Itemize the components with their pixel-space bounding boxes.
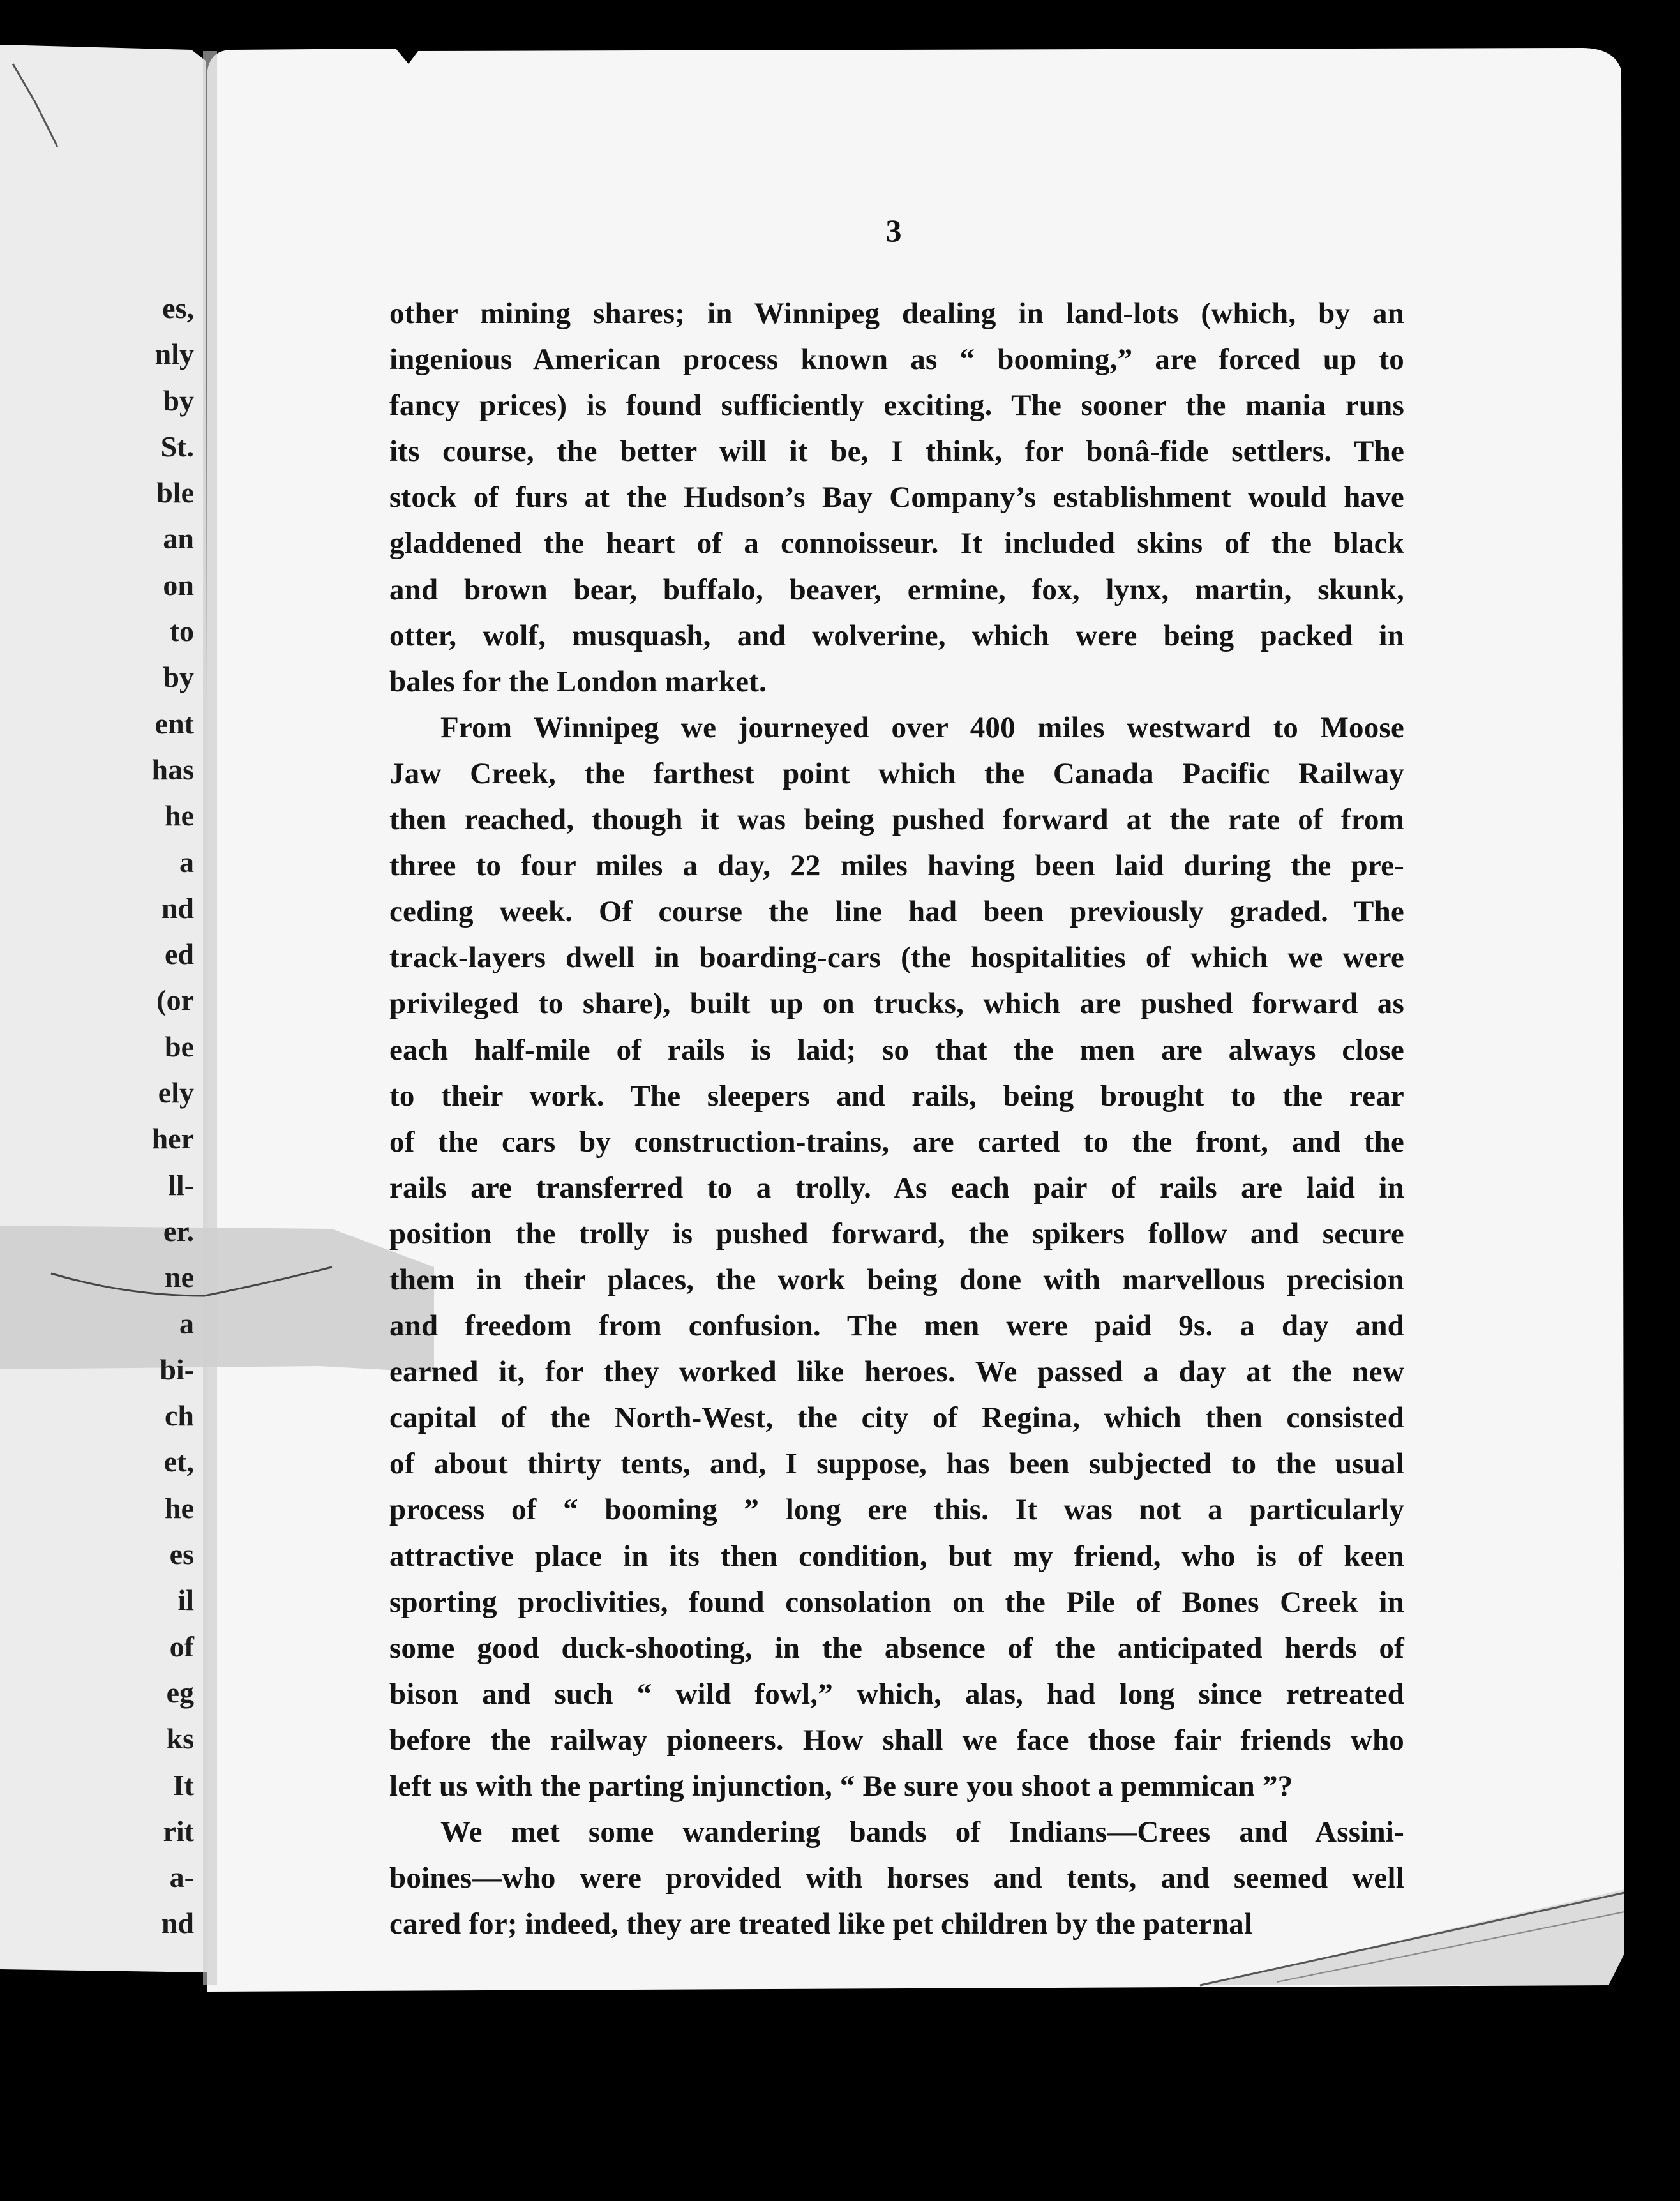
left-page-fragment: her (151, 1122, 194, 1155)
left-page-fragment: St. (160, 430, 194, 463)
text-line: earned it, for they worked like heroes. We passed a day at the new (389, 1355, 1404, 1389)
text-line: then reached, though it was being pushed forward at the rate of from (389, 803, 1404, 837)
text-line: and freedom from confusion. The men were paid 9s. a day and (389, 1309, 1404, 1343)
left-page-fragment: er. (163, 1214, 194, 1247)
left-page-fragment: il (177, 1584, 194, 1617)
left-page-fragment: be (165, 1030, 194, 1063)
left-page-fragment: It (172, 1768, 194, 1801)
left-page-fragment: ll- (168, 1168, 194, 1201)
text-line: sporting proclivities, found consolation on the Pile of Bones Creek in (389, 1585, 1404, 1619)
left-page-fragment: has (151, 753, 194, 786)
left-page-fragment: eg (166, 1676, 194, 1709)
left-page-fragment: a (179, 845, 194, 878)
left-page-fragment: es, (162, 292, 194, 324)
left-page-fragment: ne (165, 1261, 194, 1294)
text-line: and brown bear, buffalo, beaver, ermine, fox, lynx, martin, skunk, (389, 573, 1404, 606)
left-page-fragment: ely (158, 1076, 194, 1109)
left-page-fragment: ch (165, 1399, 194, 1432)
text-line: ingenious American process known as “ booming,” are forced up to (389, 343, 1404, 377)
left-page-fragment: he (165, 799, 194, 832)
text-line: them in their places, the work being done with marvellous precision (389, 1263, 1404, 1296)
left-page-fragment: of (169, 1630, 194, 1663)
text-line: track-layers dwell in boarding-cars (the hospitalities of which we were (389, 941, 1404, 975)
text-line: each half-mile of rails is laid; so that the men are always close (389, 1033, 1404, 1067)
text-line: left us with the parting injunction, “ Be sure you shoot a pemmican ”? (389, 1769, 1293, 1803)
left-page-fragment: (or (156, 984, 194, 1017)
left-page-fragment: by (163, 384, 194, 417)
left-page-fragment: ble (156, 476, 194, 509)
left-page-fragment: he (165, 1491, 194, 1524)
text-line: some good duck-shooting, in the absence of the anticipated herds of (389, 1631, 1404, 1665)
text-line: its course, the better will it be, I think, for bonâ-fide settlers. The (389, 435, 1404, 469)
left-page-fragment: et, (163, 1445, 194, 1478)
left-page-fragment: on (163, 568, 194, 601)
text-line: three to four miles a day, 22 miles having been laid during the pre- (389, 849, 1404, 883)
left-page-fragment: by (163, 661, 194, 694)
text-line: position the trolly is pushed forward, the spikers follow and secure (389, 1217, 1404, 1251)
left-page-fragment: ks (166, 1722, 194, 1755)
left-page-fragment: ed (165, 938, 194, 971)
text-line: otter, wolf, musquash, and wolverine, which were being packed in (389, 619, 1404, 652)
text-line: rails are transferred to a trolly. As each pair of rails are laid in (389, 1171, 1404, 1205)
left-page-fragment: a (179, 1307, 194, 1340)
left-page-fragment: an (163, 522, 194, 555)
text-line: fancy prices) is found sufficiently exciting. The sooner the mania runs (389, 389, 1404, 423)
text-line: bison and such “ wild fowl,” which, alas, had long since retreated (389, 1677, 1404, 1711)
text-line: capital of the North-West, the city of Regina, which then consisted (389, 1401, 1404, 1435)
paragraph (389, 290, 1404, 705)
text-line: process of “ booming ” long ere this. It was not a particularly (389, 1493, 1404, 1527)
text-line: to their work. The sleepers and rails, being brought to the rear (389, 1079, 1404, 1113)
text-line: before the railway pioneers. How shall we face those fair friends who (389, 1723, 1404, 1757)
text-line: We met some wandering bands of Indians—Crees and Assini- (440, 1815, 1404, 1849)
paragraph (389, 1809, 1404, 1947)
text-line: of the cars by construction-trains, are carted to the front, and the (389, 1125, 1404, 1159)
left-page-fragment: nd (161, 1907, 194, 1940)
left-page-fragment: bi- (160, 1353, 194, 1386)
text-line: privileged to share), built up on trucks, which are pushed forward as (389, 987, 1404, 1021)
text-line: of about thirty tents, and, I suppose, has been subjected to the usual (389, 1447, 1404, 1481)
page-number: 3 (885, 213, 902, 248)
text-line: other mining shares; in Winnipeg dealing in land-lots (which, by an (389, 297, 1404, 330)
left-page-fragment: es (169, 1538, 194, 1571)
text-line: ceding week. Of course the line had been previously graded. The (389, 895, 1404, 929)
text-line: boines—who were provided with horses and tents, and seemed well (389, 1861, 1404, 1895)
text-line: attractive place in its then condition, but my friend, who is of keen (389, 1539, 1404, 1573)
left-page-fragment: ent (154, 707, 194, 740)
text-line: stock of furs at the Hudson’s Bay Company’s establishment would have (389, 481, 1404, 515)
left-page-fragments (0, 285, 204, 1947)
body-text (389, 290, 1404, 1947)
left-page-fragment: rit (163, 1814, 194, 1847)
left-page-fragment: nly (154, 338, 194, 371)
text-line: gladdened the heart of a connoisseur. It included skins of the black (389, 527, 1404, 560)
left-page-fragment: nd (161, 891, 194, 924)
left-page-fragment: to (169, 615, 194, 648)
text-line: cared for; indeed, they are treated like pet children by the paternal (389, 1907, 1253, 1941)
text-line: bales for the London market. (389, 665, 767, 698)
left-page-fragment: a- (169, 1861, 194, 1894)
paragraph (389, 705, 1404, 1809)
text-line: From Winnipeg we journeyed over 400 miles westward to Moose (440, 710, 1404, 744)
text-line: Jaw Creek, the farthest point which the Canada Pacific Railway (389, 756, 1404, 790)
